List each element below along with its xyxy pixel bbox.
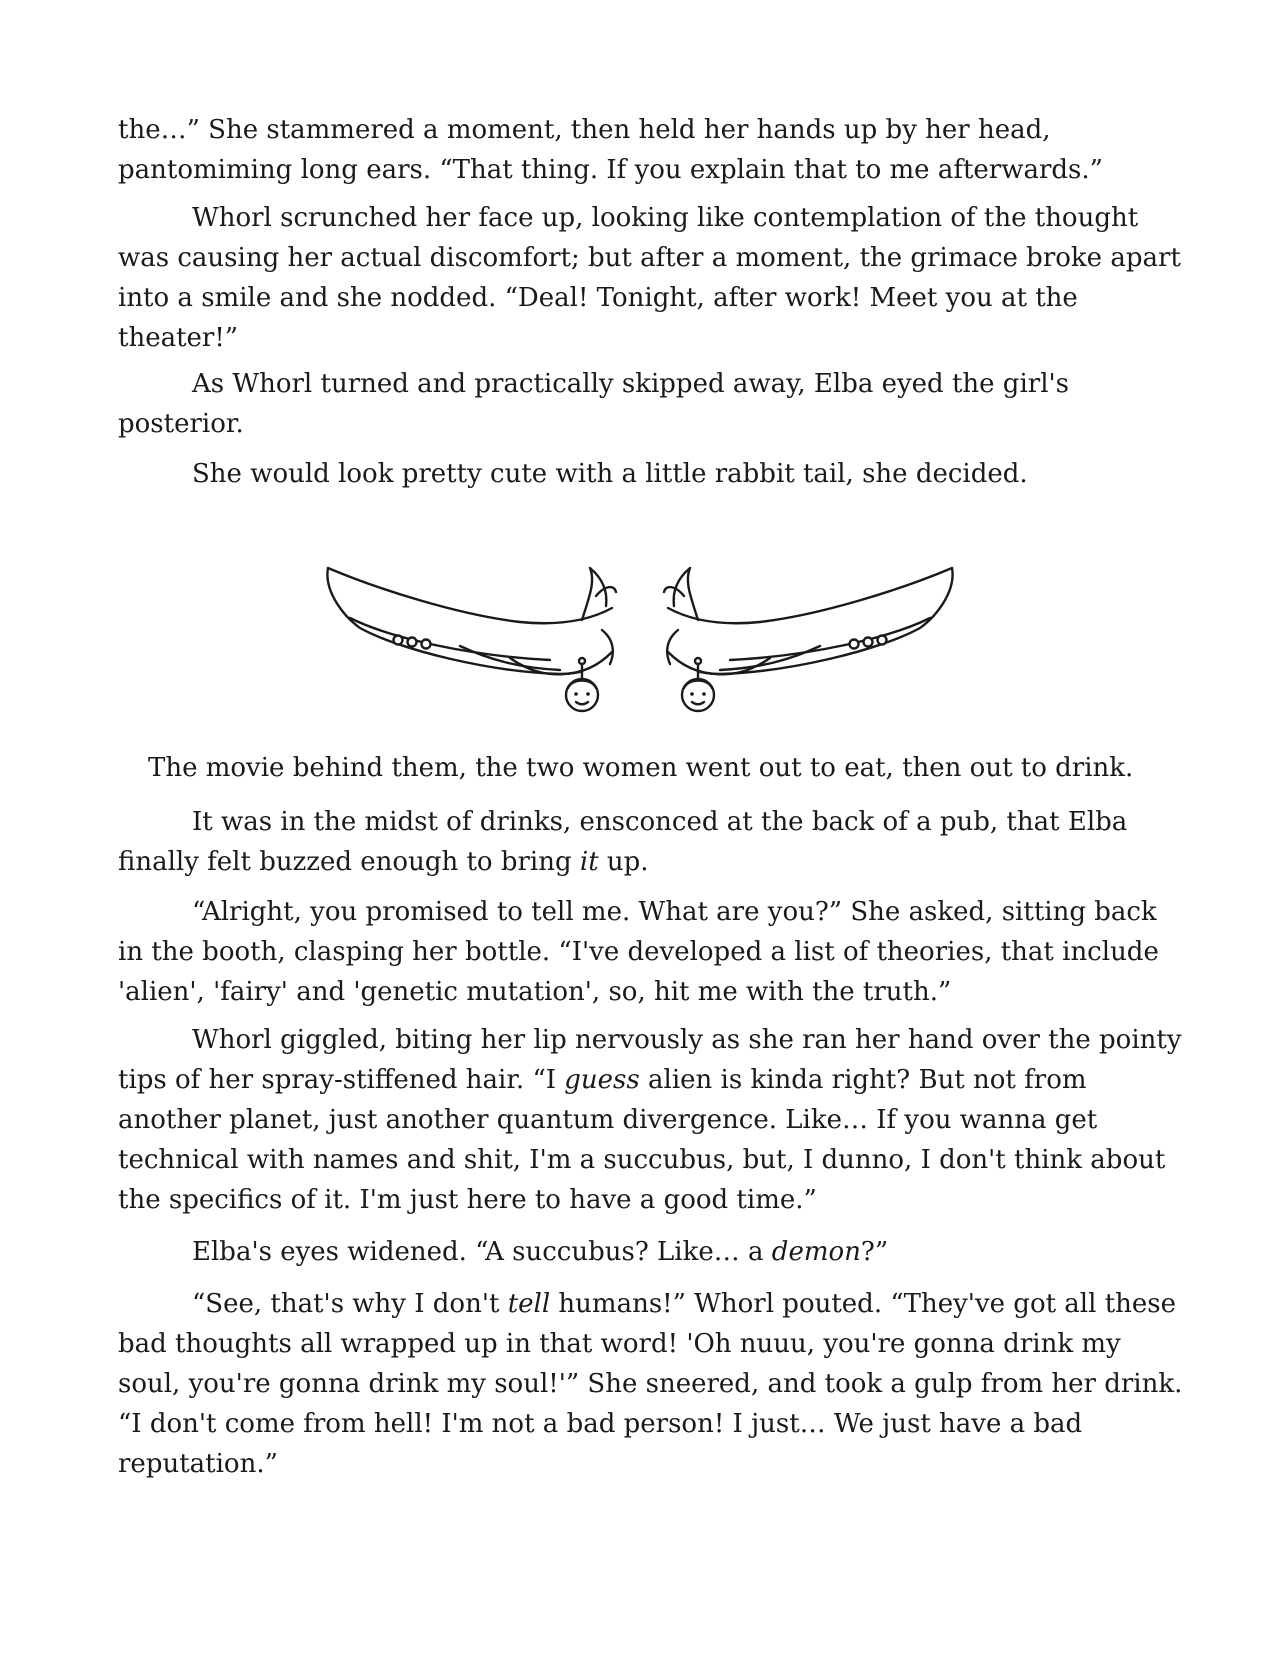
text-segment: finally felt buzzed enough to bring xyxy=(118,847,580,877)
text-line: technical with names and shit, I'm a succubus, but, I dunno, I don't think about xyxy=(118,1145,1166,1175)
text-line: Whorl scrunched her face up, looking like contemplation of the thought xyxy=(192,203,1139,233)
text-line: “Alright, you promised to tell me. What are you?” She asked, sitting back xyxy=(192,897,1157,927)
text-line: It was in the midst of drinks, ensconced at the back of a pub, that Elba xyxy=(192,807,1128,837)
text-line: into a smile and she nodded. “Deal! Tonight, after work! Meet you at the xyxy=(118,283,1078,313)
text-line xyxy=(118,1232,1158,1272)
text-line: theater!” xyxy=(118,323,239,353)
text-segment: humans!” Whorl pouted. “They've got all these xyxy=(550,1289,1177,1319)
text-segment: Elba's eyes widened. “A succubus? Like… a xyxy=(192,1237,772,1267)
paragraph xyxy=(118,364,1158,444)
text-segment: ?” xyxy=(860,1237,889,1267)
text-line: another planet, just another quantum divergence. Like… If you wanna get xyxy=(118,1105,1098,1135)
paragraph xyxy=(118,1284,1183,1484)
text-line: soul, you're gonna drink my soul!'” She sneered, and took a gulp from her drink. xyxy=(118,1369,1183,1399)
text-line: reputation.” xyxy=(118,1449,278,1479)
text-line: 'alien', 'fairy' and 'genetic mutation', so, hit me with the truth.” xyxy=(118,977,952,1007)
winged-cherubs-icon xyxy=(320,560,960,730)
text-line: was causing her actual discomfort; but after a moment, the grimace broke apart xyxy=(118,243,1181,273)
text-line xyxy=(118,1284,1177,1324)
paragraph xyxy=(118,198,1181,358)
text-line xyxy=(118,1060,1158,1100)
text-line: the specifics of it. I'm just here to have a good time.” xyxy=(118,1185,817,1215)
text-segment: “See, that's why I don't xyxy=(192,1289,508,1319)
emphasis-text: tell xyxy=(507,1289,551,1319)
text-line: bad thoughts all wrapped up in that word! 'Oh nuuu, you're gonna drink my xyxy=(118,1329,1121,1359)
paragraph xyxy=(118,1232,1158,1272)
emphasis-text: demon xyxy=(771,1237,861,1267)
text-line xyxy=(118,842,1158,882)
text-segment: tips of her spray-stiffened hair. “I xyxy=(118,1065,565,1095)
paragraph xyxy=(118,802,1158,882)
text-line: the…” She stammered a moment, then held her hands up by her head, xyxy=(118,115,1051,145)
paragraph xyxy=(118,892,1158,1012)
paragraph xyxy=(118,454,1158,494)
text-line: Whorl giggled, biting her lip nervously as she ran her hand over the pointy xyxy=(192,1025,1182,1055)
paragraph xyxy=(118,110,1158,190)
text-line: in the booth, clasping her bottle. “I've developed a list of theories, that include xyxy=(118,937,1159,967)
emphasis-text: it xyxy=(579,847,599,877)
text-line: As Whorl turned and practically skipped away, Elba eyed the girl's xyxy=(192,369,1070,399)
text-segment: up. xyxy=(598,847,649,877)
text-segment: alien is kinda right? But not from xyxy=(639,1065,1087,1095)
paragraph xyxy=(118,748,1158,788)
winged-cherubs-ornament xyxy=(320,560,960,730)
text-line: The movie behind them, the two women went out to eat, then out to drink. xyxy=(148,753,1134,783)
text-line: She would look pretty cute with a little rabbit tail, she decided. xyxy=(192,459,1028,489)
text-line: “I don't come from hell! I'm not a bad person! I just… We just have a bad xyxy=(118,1409,1083,1439)
paragraph xyxy=(118,1020,1182,1220)
emphasis-text: guess xyxy=(564,1065,640,1095)
text-line: pantomiming long ears. “That thing. If you explain that to me afterwards.” xyxy=(118,155,1103,185)
text-line: posterior. xyxy=(118,409,244,439)
